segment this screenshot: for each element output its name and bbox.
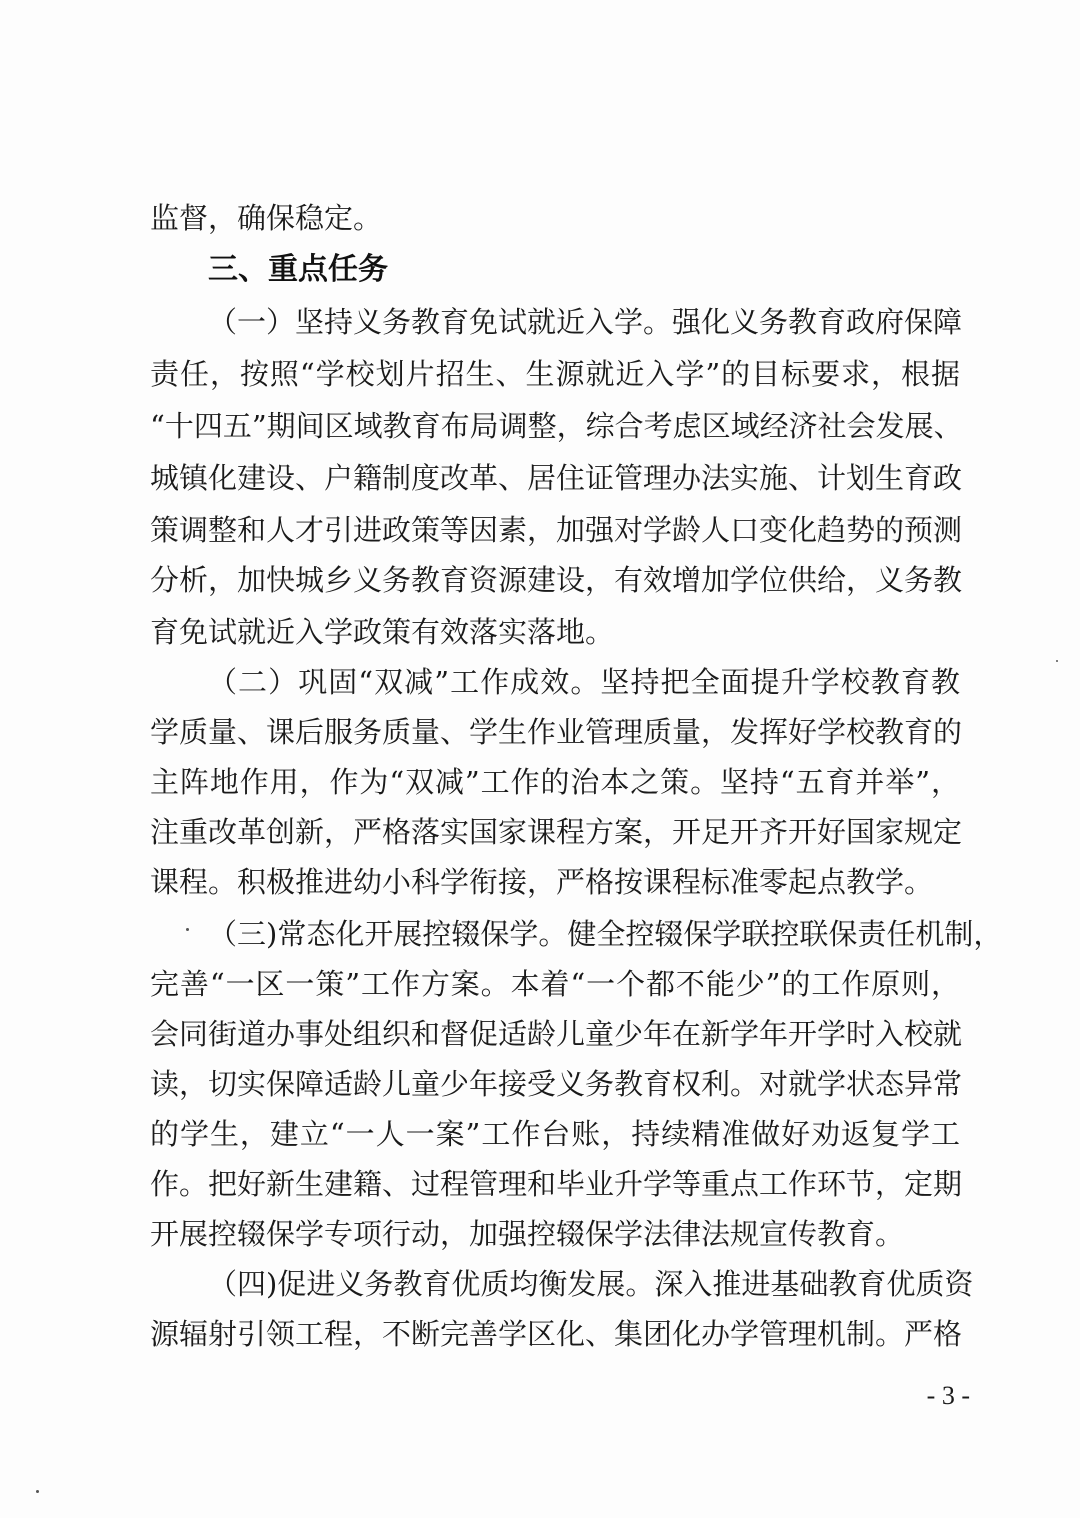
body-line: 策调整和人才引进政策等因素，加强对学龄人口变化趋势的预测 [150,513,963,547]
body-line: （一）坚持义务教育免试就近入学。强化义务教育政府保障 [208,305,963,339]
body-line: 学质量、课后服务质量、学生作业管理质量，发挥好学校教育的 [150,715,963,749]
body-line: （二）巩固“双减”工作成效。坚持把全面提升学校教育教 [208,665,960,699]
body-line: 育免试就近入学政策有效落实落地。 [150,615,615,649]
page-number: - 3 - [926,1381,970,1410]
scan-speck [36,1490,39,1493]
body-line: 的学生，建立“一人一案”工作台账，持续精准做好劝返复学工 [150,1117,960,1151]
body-line: 会同街道办事处组织和督促适龄儿童少年在新学年开学时入校就 [150,1017,963,1051]
body-line: 监督，确保稳定。 [150,201,383,235]
body-line: 注重改革创新，严格落实国家课程方案，开足开齐开好国家规定 [150,815,963,849]
body-line: （三)常态化开展控辍保学。健全控辍保学联控联保责任机制， [208,917,1003,951]
body-line: 完善“一区一策”工作方案。本着“一个都不能少”的工作原则， [150,967,960,1001]
body-line: 源辐射引领工程，不断完善学区化、集团化办学管理机制。严格 [150,1317,963,1351]
body-line: 课程。积极推进幼小科学衔接，严格按课程标准零起点教学。 [150,865,934,899]
scan-speck [1056,660,1058,662]
body-line: 作。把好新生建籍、过程管理和毕业升学等重点工作环节，定期 [150,1167,963,1201]
body-line: （四)促进义务教育优质均衡发展。深入推进基础教育优质资 [208,1267,974,1301]
body-line: 城镇化建设、户籍制度改革、居住证管理办法实施、计划生育政 [150,461,963,495]
scan-speck [186,928,189,931]
body-line: 责任，按照“学校划片招生、生源就近入学”的目标要求，根据 [150,357,960,391]
section-heading: 三、重点任务 [208,252,388,287]
body-line: 主阵地作用，作为“双减”工作的治本之策。坚持“五育并举”， [150,765,960,799]
body-line: 分析，加快城乡义务教育资源建设，有效增加学位供给，义务教 [150,563,963,597]
body-line: 读，切实保障适龄儿童少年接受义务教育权利。对就学状态异常 [150,1067,963,1101]
body-line: 开展控辍保学专项行动，加强控辍保学法律法规宣传教育。 [150,1217,905,1251]
body-line: “十四五”期间区域教育布局调整，综合考虑区域经济社会发展、 [150,409,963,443]
